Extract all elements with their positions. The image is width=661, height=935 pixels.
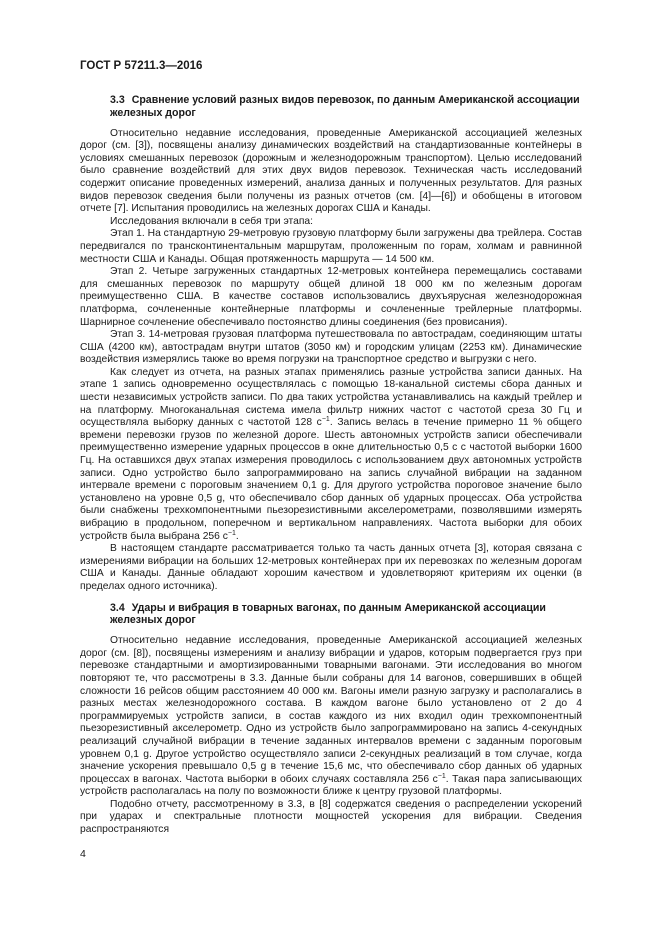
paragraph — [80, 635, 582, 799]
text-run: Как следует из отчета, на разных этапах применялись разные устройства записи данных. На этапе 1 запись одновременно осуществлялась с помощью 18-канальной системы сбора данных и шести независимых устройств записи. По два таких устройства устанавливались на каждый трейлер и на платформу. Многоканальная система имела фильтр нижних частот с частотой среза 30 Гц и осуществляла выборку данных с частотой 128 с — [80, 366, 582, 429]
section-number: 3.3 — [110, 94, 125, 106]
paragraph: Этап 3. 14-метровая грузовая платформа путешествовала по автострадам, соединяющим штаты США (4200 км), автострадам внутри штатов (3050 км) и городским улицам (2253 км). Динамические воздействия измерялись также во время погрузки на транспортное средство и выгрузки с него. — [80, 329, 582, 366]
text-run: . Такая пара записывающих устройств располагалась на полу по возможности ближе к центру грузовой платформы. — [80, 773, 582, 798]
superscript: −1 — [227, 529, 236, 537]
text-run: . — [235, 530, 239, 542]
superscript: −1 — [437, 772, 446, 780]
paragraph: В настоящем стандарте рассматривается только та часть данных отчета [3], которая связана с измерениями вибрации на больших 12-метровых контейнерах при их перевозках по железным дорогам США и Канады. Данные обладают хорошим качеством и удовлетворяют критериям их оценки (в пределах одного источника). — [80, 543, 582, 592]
page-content — [80, 94, 582, 837]
page-number: 4 — [80, 848, 86, 860]
paragraph: Этап 2. Четыре загруженных стандартных 12-метровых контейнера перемещались составами для смешанных перевозок по маршруту общей длиной 18 000 км по железным дорогам преимущественно США. В качестве составов использовались двухъярусная железнодорожная платформа, сочлененные контейнерные платформы и сочлененные трейлерные платформы. Шарнирное сочленение обеспечивало постоянство длины соединения (без провисания). — [80, 266, 582, 328]
superscript: −1 — [321, 416, 330, 424]
paragraph: Этап 1. На стандартную 29-метровую грузовую платформу были загружены два трейлера. Состав передвигался по трансконтинентальным маршрутам, проложенным по горам, холмам и равнинной местности США и Канады. Общая протяженность маршрута — 14 500 км. — [80, 228, 582, 265]
paragraph: Исследования включали в себя три этапа: — [110, 215, 313, 227]
section-title: Сравнение условий разных видов перевозок, по данным Американской ассоциации железных дорог — [110, 94, 580, 119]
section-heading-3-3 — [80, 94, 582, 120]
paragraph — [80, 367, 582, 543]
text-run: Относительно недавние исследования, проведенные Американской ассоциацией железных дорог (см. [8]), посвящены измерениям и анализу вибрации и ударов, которым подвергается груз при перевозке стандартными и амортизированными товарными вагонами. Эти исследования во многом повторяют те, что рассмотрены в 3.3. Данные были собраны для 14 вагонов, совершивших в общей сложности 16 рейсов общим расстоянием 40 000 км. Вагоны имели разную загрузку и располагались в разных местах железнодорожного состава. В каждом вагоне было установлено от 2 до 4 программируемых устройств записи, в состав каждого из них входил один трехкомпонентный пьезорезистивный акселерометр. Одно из устройств было запрограммировано на запись 4-секундных реализаций случайной вибрации в течение заданных интервалов времени с заданным пороговым уровнем 0,1 g. Другое устройство осуществляло записи 2-секундных реализаций в том случае, когда значение ускорения превышало 0,5 g в течение 15,6 мс, что обеспечивало сбор данных об ударных процессах в вагонах. Частота выборки в обоих случаях составляла 256 с — [80, 635, 582, 785]
section-title: Удары и вибрация в товарных вагонах, по данным Американской ассоциации железных дорог — [110, 601, 546, 627]
section-heading-3-4 — [80, 602, 582, 628]
document-code: ГОСТ Р 57211.3—2016 — [80, 60, 203, 72]
paragraph: Подобно отчету, рассмотренному в 3.3, в [8] содержатся сведения о распределении ускорений при ударах и спектральные плотности мощностей ускорения для вибрации. Сведения распространяются — [80, 798, 582, 836]
paragraph: Относительно недавние исследования, проведенные Американской ассоциацией железных дорог (см. [3]), посвящены анализу динамических воздействий на стандартизованные контейнеры в условиях смешанных перевозок (дорожным и железнодорожным транспортом). Целью исследований было сравнение воздействий для этих двух видов перевозок. Техническая часть исследований содержит описание проведенных измерений, анализа данных и полученных результатов. Для разных видов перевозок сведения были получены из разных отчетов (см. [4]—[6]) и обобщены в итоговом отчете [7]. Испытания проводились на железных дорогах США и Канады. — [80, 127, 582, 215]
text-run: . Запись велась в течение примерно 11 % общего времени перевозки грузов по железной дороге. Шесть автономных устройств записи обеспечивали преимущественно измерение ударных процессов в окне длительностью 0,5 с с частотой выборки 1600 Гц. На оставшихся двух этапах измерения проводилось с использованием двух автономных устройств записи. Одно устройство было запрограммировано на запись случайной вибрации на заданном интервале времени с пороговым значением 0,1 g. Для другого устройства пороговое значение было установлено на уровне 0,5 g, что обеспечивало сбор данных об ударных процессах. Оба устройства были снабжены трехкомпонентными пьезорезистивными акселерометрами, позволявшими измерять вибрацию в продольном, поперечном и вертикальном направлениях. Частота выборки для обоих устройств была выбрана 256 с — [80, 417, 583, 542]
section-number: 3.4 — [110, 601, 125, 614]
